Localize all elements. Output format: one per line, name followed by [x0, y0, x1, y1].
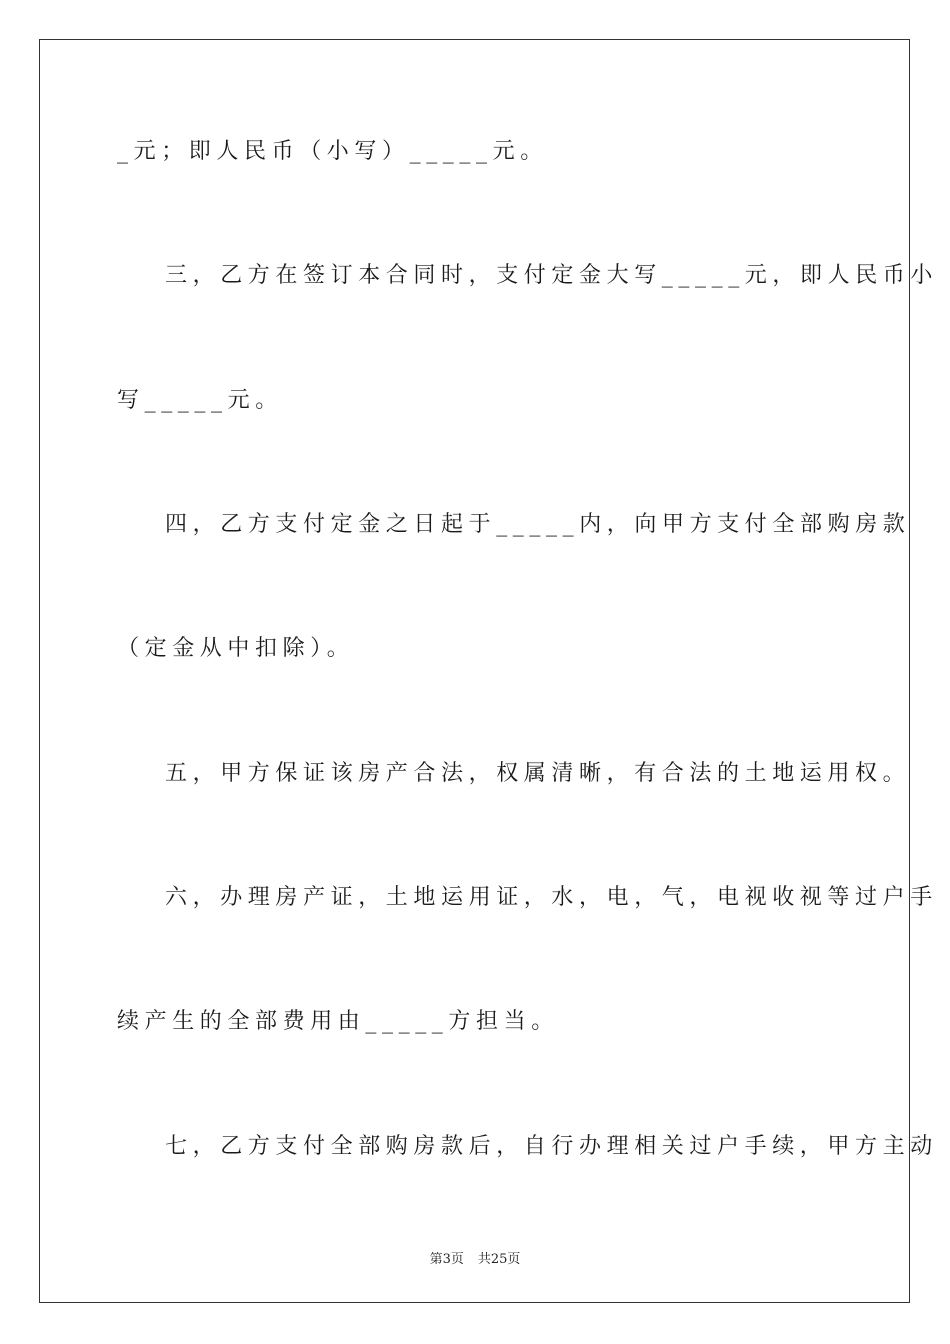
paragraph-line-3: 写_____元。	[117, 388, 283, 413]
paragraph-line-9: 七，乙方支付全部购房款后，自行办理相关过户手续，甲方主动	[165, 1134, 938, 1159]
paragraph-line-7: 六，办理房产证，土地运用证，水，电，气，电视收视等过户手	[165, 885, 938, 910]
page-total: 共25页	[477, 1252, 521, 1267]
page-footer	[0, 1248, 950, 1267]
page-number: 第3页	[429, 1252, 464, 1267]
page-frame	[39, 39, 910, 1303]
paragraph-line-5: （定金从中扣除）。	[117, 636, 355, 661]
paragraph-line-8: 续产生的全部费用由_____方担当。	[117, 1009, 559, 1034]
paragraph-line-1: _元；即人民币（小写）_____元。	[117, 139, 548, 164]
paragraph-line-2: 三，乙方在签订本合同时，支付定金大写_____元，即人民币小	[165, 263, 939, 288]
paragraph-line-4: 四，乙方支付定金之日起于_____内，向甲方支付全部购房款	[165, 512, 911, 537]
paragraph-line-6: 五，甲方保证该房产合法，权属清晰，有合法的土地运用权。	[165, 761, 911, 786]
